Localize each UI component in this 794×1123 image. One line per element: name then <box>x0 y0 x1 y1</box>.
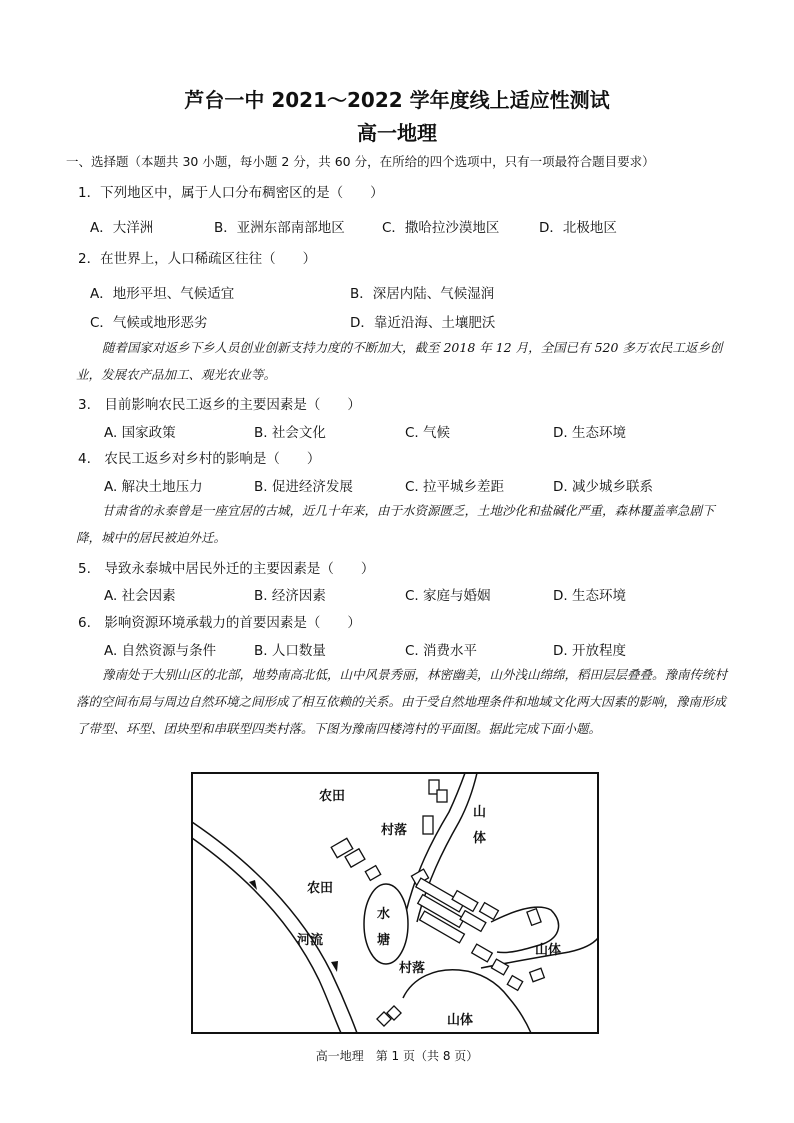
question-4-stem: 4. 农民工返乡对乡村的影响是（ ） <box>78 451 321 467</box>
passage-1: 随着国家对返乡下乡人员创业创新支持力度的不断加大，截至 2018 年 12 月，全国已有 520 多万农民工返乡创业，发展农产品加工、观光农业等。 <box>76 340 723 382</box>
question-1-option-a: A．大洋洲 <box>90 220 154 236</box>
question-2-option-b: B．深居内陆、气候湿润 <box>350 286 495 302</box>
question-5-option-c: C. 家庭与婚姻 <box>405 588 491 604</box>
question-5-stem: 5. 导致永泰城中居民外迁的主要因素是（ ） <box>78 561 375 577</box>
map-label-mountain-top-1: 山 <box>473 805 487 820</box>
question-4-option-d: D. 减少城乡联系 <box>553 479 653 495</box>
question-2-option-c: C．气候或地形恶劣 <box>90 315 208 331</box>
map-label-mountain-top-2: 体 <box>473 831 487 846</box>
section-heading: 一、选择题（本题共 30 小题，每小题 2 分，共 60 分，在所给的四个选项中，只有一项最符合题目要求） <box>66 154 655 169</box>
question-6-option-a: A. 自然资源与条件 <box>104 643 217 659</box>
question-3-option-d: D. 生态环境 <box>553 425 626 441</box>
map-label-farmland-mid: 农田 <box>307 881 334 896</box>
page-footer: 高一地理 第 1 页（共 8 页） <box>315 1049 479 1063</box>
question-4-option-b: B. 促进经济发展 <box>254 479 353 495</box>
village-plan-map <box>191 772 599 1034</box>
question-1-option-c: C．撒哈拉沙漠地区 <box>382 220 500 236</box>
question-5-option-d: D. 生态环境 <box>553 588 626 604</box>
map-label-mountain-bottom: 山体 <box>447 1013 474 1028</box>
map-label-pond-1: 水 <box>377 907 391 922</box>
pond <box>364 884 408 964</box>
question-6-option-d: D. 开放程度 <box>553 643 626 659</box>
question-2-option-d: D．靠近沿海、土壤肥沃 <box>350 315 496 331</box>
question-6-option-b: B. 人口数量 <box>254 643 326 659</box>
question-4-option-a: A. 解决土地压力 <box>104 479 203 495</box>
question-3-option-b: B. 社会文化 <box>254 425 326 441</box>
question-3-stem: 3. 目前影响农民工返乡的主要因素是（ ） <box>78 397 361 413</box>
question-6-option-c: C. 消费水平 <box>405 643 478 659</box>
question-1-stem: 1．下列地区中，属于人口分布稠密区的是（ ） <box>78 185 384 201</box>
map-label-village-top: 村落 <box>381 823 408 838</box>
question-1-option-b: B．亚洲东部南部地区 <box>214 220 345 236</box>
question-3-option-c: C. 气候 <box>405 425 451 441</box>
question-2-stem: 2．在世界上，人口稀疏区往往（ ） <box>78 251 317 267</box>
subject-title: 高一地理 <box>357 121 437 145</box>
question-6-stem: 6. 影响资源环境承载力的首要因素是（ ） <box>78 615 361 631</box>
page-title: 芦台一中 2021～2022 学年度线上适应性测试 <box>184 88 610 112</box>
question-5-option-a: A. 社会因素 <box>104 588 176 604</box>
passage-2: 甘肃省的永泰曾是一座宜居的古城，近几十年来，由于水资源匮乏，土地沙化和盐碱化严重，森林覆盖率急剧下降，城中的居民被迫外迁。 <box>76 503 715 545</box>
map-label-farmland-top: 农田 <box>319 789 346 804</box>
map-label-river: 河流 <box>297 933 324 948</box>
map-label-mountain-right: 山体 <box>535 943 562 958</box>
question-3-option-a: A. 国家政策 <box>104 425 176 441</box>
question-1-option-d: D．北极地区 <box>539 220 617 236</box>
question-2-option-a: A．地形平坦、气候适宜 <box>90 286 235 302</box>
question-4-option-c: C. 拉平城乡差距 <box>405 479 505 495</box>
map-label-pond-2: 塘 <box>377 933 391 948</box>
map-label-village-bottom: 村落 <box>399 961 426 976</box>
question-5-option-b: B. 经济因素 <box>254 588 326 604</box>
passage-3: 豫南处于大别山区的北部，地势南高北低，山中风景秀丽，林密幽美，山外浅山绵绵，稻田层层叠叠。豫南传统村落的空间布局与周边自然环境之间形成了相互依赖的关系。由于受自然地理条件和地域文化两大因素的影响，豫南形成了带型、环型、团块型和串联型四类村落。下图为豫南四楼湾村的平面图。据此完成下面小题。 <box>76 667 728 736</box>
